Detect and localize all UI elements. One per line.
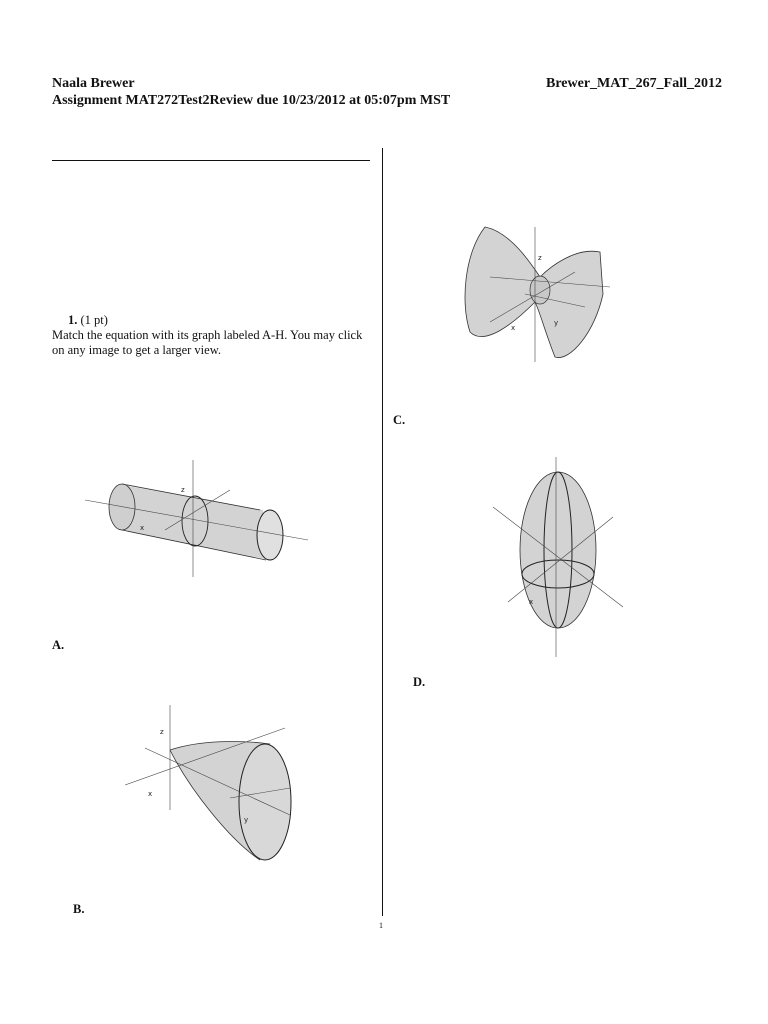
column-divider bbox=[382, 148, 383, 916]
graph-c-z-label: z bbox=[538, 254, 542, 262]
problem-instructions: Match the equation with its graph labeled A-H. You may click on any image to get a larger view. bbox=[52, 328, 363, 357]
horizontal-rule bbox=[52, 160, 370, 161]
page-number: 1 bbox=[379, 921, 383, 930]
student-name: Naala Brewer bbox=[52, 76, 135, 91]
graph-c-y-label: y bbox=[554, 319, 559, 327]
graph-d-label: D. bbox=[413, 675, 426, 689]
graph-c-x-label: x bbox=[511, 324, 516, 332]
graph-a-label: A. bbox=[52, 638, 65, 652]
graph-a-cylinder[interactable] bbox=[80, 455, 320, 580]
graph-d-ellipsoid[interactable] bbox=[488, 452, 628, 662]
graph-b-y-label: y bbox=[244, 816, 249, 824]
graph-c-hyperboloid[interactable] bbox=[455, 222, 615, 367]
graph-b-z-label: z bbox=[160, 728, 164, 736]
graph-a-z-label: z bbox=[181, 486, 185, 494]
graph-d-x-label: x bbox=[529, 598, 534, 606]
graph-b-x-label: x bbox=[148, 790, 153, 798]
assignment-line: Assignment MAT272Test2Review due 10/23/2012 at 05:07pm MST bbox=[52, 93, 451, 108]
course-id: Brewer_MAT_267_Fall_2012 bbox=[546, 76, 723, 91]
graph-c-label: C. bbox=[393, 413, 406, 427]
graph-a-x-label: x bbox=[140, 524, 145, 532]
problem-points: (1 pt) bbox=[80, 313, 108, 327]
problem-statement bbox=[52, 313, 374, 358]
graph-b-label: B. bbox=[73, 902, 85, 916]
problem-number: 1. bbox=[68, 313, 78, 327]
graph-b-paraboloid[interactable] bbox=[120, 700, 300, 865]
